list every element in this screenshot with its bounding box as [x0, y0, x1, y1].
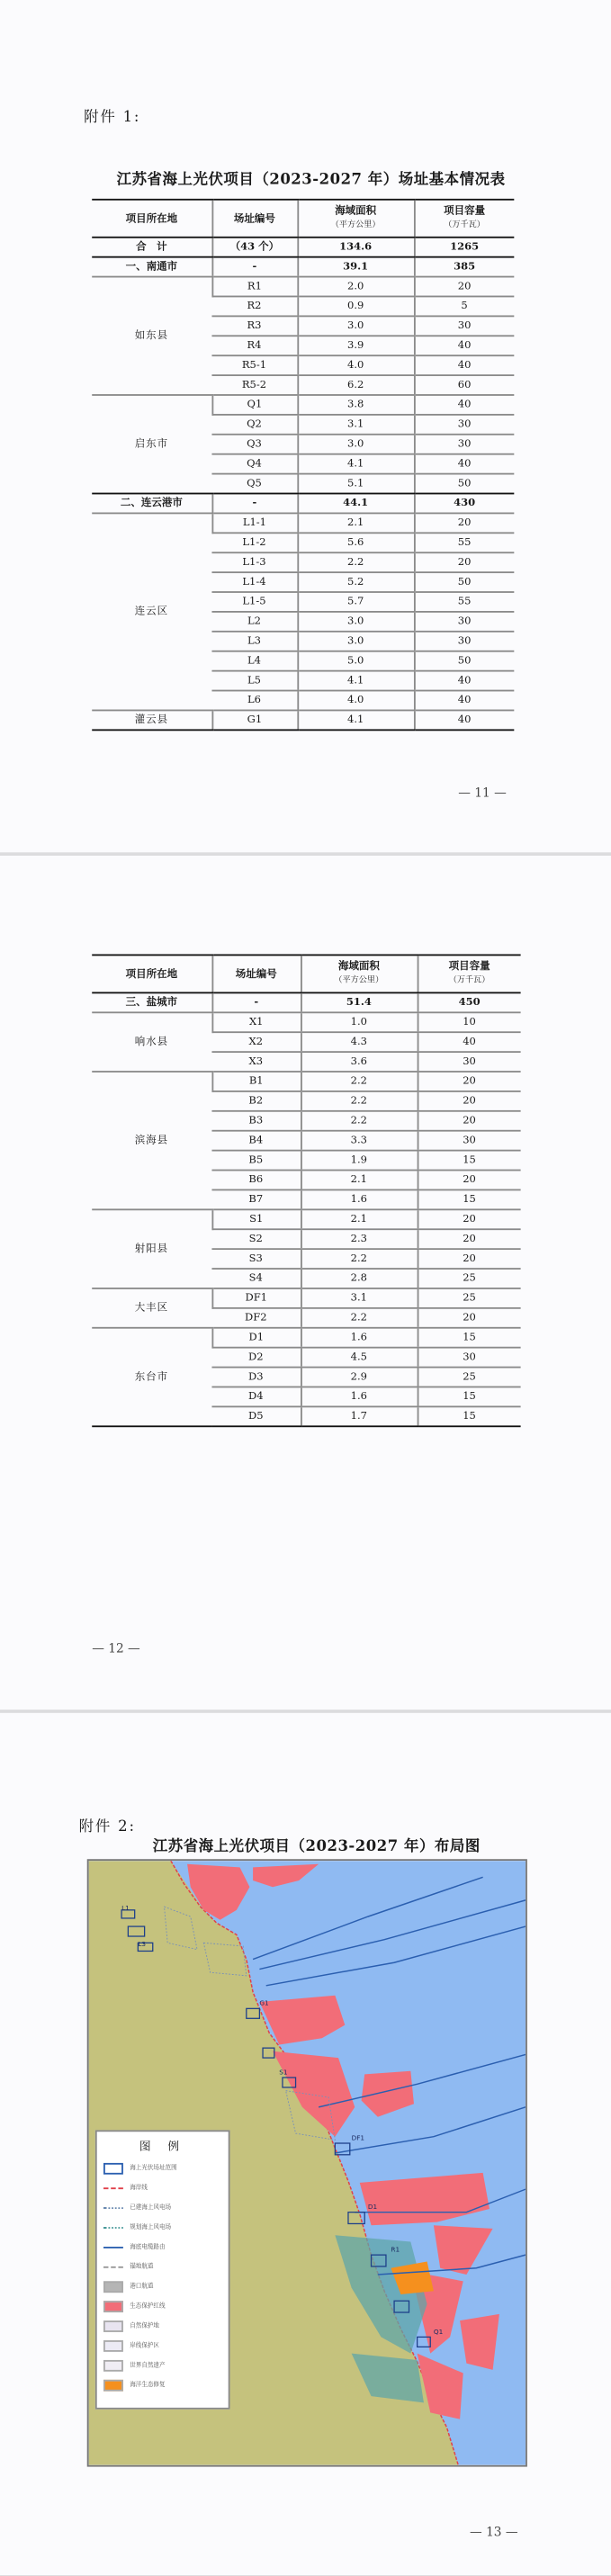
cell-site-id: L5	[211, 671, 297, 691]
cell-area: 2.0	[297, 277, 414, 297]
header-capacity: 项目容量 （万千瓦）	[418, 955, 521, 992]
cell-site-id: R5-2	[211, 375, 297, 395]
header-area: 海域面积 （平方公里）	[301, 955, 418, 992]
cell-capacity: 20	[414, 513, 514, 533]
cell-site-id: B6	[211, 1171, 301, 1190]
cell-site-id: L3	[211, 632, 297, 651]
annex-label: 附件 2:	[78, 1819, 136, 1836]
grey-box-icon	[103, 2280, 123, 2292]
cell-area: 0.9	[297, 296, 414, 316]
cell-capacity: 20	[418, 1072, 521, 1091]
cell-site-id: Q2	[211, 415, 297, 435]
site-label: L3	[138, 1939, 147, 1948]
cell-area: 5.2	[297, 572, 414, 592]
cell-area: 5.0	[297, 651, 414, 671]
cell-area: 1.0	[301, 1012, 418, 1032]
cell-area: 2.9	[301, 1368, 418, 1387]
cell-capacity: 20	[418, 1209, 521, 1229]
cell-area: 3.0	[297, 612, 414, 632]
cell-area: 4.1	[297, 454, 414, 474]
pale-box-icon	[103, 2359, 123, 2371]
cell-location: 滨海县	[92, 1072, 211, 1209]
site-table-part-1	[92, 199, 514, 731]
cell-site-id: L1-3	[211, 552, 297, 572]
legend-item	[97, 2296, 229, 2316]
cell-area: 3.1	[297, 415, 414, 435]
document-page-2	[0, 856, 611, 1710]
cell-area: 4.5	[301, 1348, 418, 1368]
cell-site-id: -	[211, 494, 297, 514]
cell-location: 三、盐城市	[92, 992, 211, 1012]
cell-site-id: Q4	[211, 454, 297, 474]
table-row	[92, 1328, 520, 1348]
cell-area: 6.2	[297, 375, 414, 395]
cell-area: 4.1	[297, 671, 414, 691]
cell-capacity: 40	[414, 710, 514, 730]
site-label: Q1	[433, 2327, 444, 2336]
cell-location: 一、南通市	[92, 257, 211, 277]
blue-outline-box-icon	[103, 2162, 123, 2174]
cell-capacity: 20	[418, 1111, 521, 1131]
cell-capacity: 20	[414, 552, 514, 572]
legend-label: 岸线保护区	[130, 2340, 159, 2348]
legend-item	[97, 2355, 229, 2374]
cell-area: 3.0	[297, 632, 414, 651]
cell-area: 4.0	[297, 691, 414, 711]
cell-capacity: 40	[414, 336, 514, 355]
cell-area: 44.1	[297, 494, 414, 514]
cell-site-id: B7	[211, 1189, 301, 1209]
legend-label: 海上光伏场址范围	[130, 2163, 177, 2171]
cell-capacity: 25	[418, 1269, 521, 1288]
legend-label: 海底电缆路由	[130, 2242, 166, 2249]
table-header-row	[92, 200, 514, 238]
annex-label: 附件 1:	[84, 110, 141, 127]
cell-capacity: 30	[414, 435, 514, 454]
cell-location: 大丰区	[92, 1288, 211, 1328]
cell-capacity: 30	[418, 1052, 521, 1072]
site-label: S1	[279, 2068, 288, 2077]
cell-capacity: 20	[418, 1308, 521, 1328]
cell-capacity: 1265	[414, 238, 514, 257]
legend-label: 世界自然遗产	[130, 2360, 166, 2368]
cell-site-id: R2	[211, 296, 297, 316]
cell-area: 5.6	[297, 533, 414, 552]
cell-site-id: R1	[211, 277, 297, 297]
cell-location: 东台市	[92, 1328, 211, 1427]
legend-item	[97, 2197, 229, 2217]
cell-capacity: 5	[414, 296, 514, 316]
cell-capacity: 10	[418, 1012, 521, 1032]
cell-area: 4.0	[297, 355, 414, 375]
cell-area: 2.1	[301, 1171, 418, 1190]
cell-capacity: 50	[414, 474, 514, 494]
cell-site-id: L1-1	[211, 513, 297, 533]
legend-item	[97, 2237, 229, 2257]
header-location: 项目所在地	[92, 200, 211, 238]
cell-capacity: 30	[414, 415, 514, 435]
cell-site-id: X3	[211, 1052, 301, 1072]
cell-area: 1.7	[301, 1406, 418, 1426]
page-number: — 12 —	[92, 1640, 140, 1656]
cell-site-id: Q1	[211, 395, 297, 415]
cell-site-id: -	[211, 257, 297, 277]
cell-location: 如东县	[92, 277, 211, 395]
cell-capacity: 15	[418, 1387, 521, 1406]
legend-label: 海岸线	[130, 2183, 148, 2191]
cell-capacity: 30	[414, 316, 514, 336]
header-site-id: 场址编号	[211, 200, 297, 238]
cell-area: 3.1	[301, 1288, 418, 1308]
cell-capacity: 450	[418, 992, 521, 1012]
cell-capacity: 55	[414, 592, 514, 612]
header-capacity: 项目容量 （万千瓦）	[414, 200, 514, 238]
blue-line-icon	[103, 2246, 123, 2248]
cell-area: 2.2	[301, 1308, 418, 1328]
cell-area: 2.1	[301, 1209, 418, 1229]
cell-area: 39.1	[297, 257, 414, 277]
cell-capacity: 430	[414, 494, 514, 514]
legend-label: 生态保护红线	[130, 2302, 166, 2309]
legend-item	[97, 2158, 229, 2177]
legend-item	[97, 2374, 229, 2394]
cell-capacity: 40	[414, 691, 514, 711]
site-table-part-2	[92, 954, 520, 1427]
header-area: 海域面积 （平方公里）	[297, 200, 414, 238]
cell-area: 2.2	[301, 1091, 418, 1111]
map-title: 江苏省海上光伏项目（2023-2027 年）布局图	[152, 1839, 481, 1856]
cell-location: 二、连云港市	[92, 494, 211, 514]
cell-site-id: D2	[211, 1348, 301, 1368]
cell-site-id: S3	[211, 1249, 301, 1269]
cell-location: 射阳县	[92, 1209, 211, 1288]
cell-location: 响水县	[92, 1012, 211, 1072]
cell-capacity: 30	[414, 632, 514, 651]
cell-capacity: 50	[414, 651, 514, 671]
cell-capacity: 30	[418, 1348, 521, 1368]
red-dashed-line-icon	[103, 2186, 123, 2188]
cell-site-id: B2	[211, 1091, 301, 1111]
cell-capacity: 20	[418, 1249, 521, 1269]
cell-location: 合 计	[92, 238, 211, 257]
cell-location: 灌云县	[92, 710, 211, 730]
red-fill-icon	[103, 2300, 123, 2311]
site-label: D1	[367, 2202, 378, 2211]
cell-capacity: 385	[414, 257, 514, 277]
cell-area: 3.0	[297, 435, 414, 454]
cell-area: 2.2	[297, 552, 414, 572]
orange-fill-icon	[103, 2379, 123, 2391]
legend-item	[97, 2257, 229, 2276]
cell-area: 3.3	[301, 1131, 418, 1151]
cell-area: 1.6	[301, 1387, 418, 1406]
cell-site-id: D5	[211, 1406, 301, 1426]
cell-capacity: 40	[414, 671, 514, 691]
cell-site-id: B1	[211, 1072, 301, 1091]
cell-site-id: DF1	[211, 1288, 301, 1308]
cell-area: 1.6	[301, 1328, 418, 1348]
table-row	[92, 513, 514, 533]
cell-site-id: S4	[211, 1269, 301, 1288]
page-number: — 11 —	[458, 785, 507, 800]
table-row	[92, 277, 514, 297]
cell-area: 3.6	[301, 1052, 418, 1072]
page-number: — 13 —	[470, 2524, 518, 2539]
cell-capacity: 30	[414, 612, 514, 632]
cell-site-id: G1	[211, 710, 297, 730]
cell-capacity: 40	[418, 1032, 521, 1052]
cell-site-id: L1-5	[211, 592, 297, 612]
table-row	[92, 257, 514, 277]
table-row	[92, 494, 514, 514]
cell-area: 134.6	[297, 238, 414, 257]
site-label: G1	[259, 1998, 269, 2007]
dotted-line-icon	[103, 2206, 123, 2208]
legend-label: 已建海上风电场	[130, 2203, 172, 2210]
cell-site-id: B5	[211, 1151, 301, 1171]
site-label: L1	[121, 1903, 130, 1912]
cell-capacity: 50	[414, 572, 514, 592]
cell-area: 2.3	[301, 1229, 418, 1249]
cell-area: 2.2	[301, 1072, 418, 1091]
table-header-row	[92, 955, 520, 992]
table-row	[92, 992, 520, 1012]
cell-area: 1.6	[301, 1189, 418, 1209]
cell-site-id: （43 个）	[211, 238, 297, 257]
cell-site-id: Q3	[211, 435, 297, 454]
cell-area: 4.3	[301, 1032, 418, 1052]
legend-item	[97, 2336, 229, 2356]
cell-capacity: 60	[414, 375, 514, 395]
cell-capacity: 20	[418, 1229, 521, 1249]
cell-site-id: -	[211, 992, 301, 1012]
legend-item	[97, 2177, 229, 2197]
cell-site-id: Q5	[211, 474, 297, 494]
legend-label: 海洋生态修复	[130, 2380, 166, 2388]
cell-site-id: R4	[211, 336, 297, 355]
cell-area: 5.7	[297, 592, 414, 612]
cell-area: 2.8	[301, 1269, 418, 1288]
dotted-line-icon	[103, 2226, 123, 2228]
cell-capacity: 25	[418, 1368, 521, 1387]
cell-capacity: 25	[418, 1288, 521, 1308]
legend-label: 港口航道	[130, 2282, 154, 2289]
cell-capacity: 15	[418, 1328, 521, 1348]
legend-item	[97, 2276, 229, 2296]
site-label: DF1	[351, 2133, 365, 2142]
cell-site-id: R5-1	[211, 355, 297, 375]
table-title: 江苏省海上光伏项目（2023-2027 年）场址基本情况表	[116, 172, 506, 189]
table-row	[92, 238, 514, 257]
cell-location: 启东市	[92, 395, 211, 494]
cell-site-id: S2	[211, 1229, 301, 1249]
table-row	[92, 1288, 520, 1308]
cell-site-id: L6	[211, 691, 297, 711]
cell-site-id: DF2	[211, 1308, 301, 1328]
document-page-1	[0, 0, 611, 852]
cell-area: 3.9	[297, 336, 414, 355]
cell-area: 4.1	[297, 710, 414, 730]
cell-area: 2.1	[297, 513, 414, 533]
cell-area: 51.4	[301, 992, 418, 1012]
table-row	[92, 395, 514, 415]
cell-capacity: 40	[414, 355, 514, 375]
table-row	[92, 1012, 520, 1032]
table-row	[92, 1072, 520, 1091]
cell-capacity: 15	[418, 1406, 521, 1426]
cell-capacity: 15	[418, 1151, 521, 1171]
cell-area: 3.8	[297, 395, 414, 415]
cell-capacity: 15	[418, 1189, 521, 1209]
legend-item	[97, 2316, 229, 2336]
cell-site-id: L2	[211, 612, 297, 632]
cell-area: 3.0	[297, 316, 414, 336]
cell-capacity: 40	[414, 454, 514, 474]
legend-item	[97, 2217, 229, 2237]
cell-capacity: 20	[418, 1091, 521, 1111]
pale-box-icon	[103, 2339, 123, 2351]
cell-site-id: X1	[211, 1012, 301, 1032]
legend-title: 图 例	[139, 2140, 186, 2153]
cell-site-id: L1-2	[211, 533, 297, 552]
site-label: R1	[391, 2245, 400, 2254]
cell-area: 1.9	[301, 1151, 418, 1171]
cell-area: 5.1	[297, 474, 414, 494]
cell-area: 2.2	[301, 1111, 418, 1131]
cell-site-id: R3	[211, 316, 297, 336]
legend-list	[97, 2158, 229, 2394]
cell-site-id: L4	[211, 651, 297, 671]
cell-site-id: X2	[211, 1032, 301, 1052]
cell-site-id: D4	[211, 1387, 301, 1406]
cell-site-id: B3	[211, 1111, 301, 1131]
cell-capacity: 20	[418, 1171, 521, 1190]
cell-location: 连云区	[92, 513, 211, 710]
header-location: 项目所在地	[92, 955, 211, 992]
legend-label: 规划海上风电场	[130, 2222, 172, 2230]
cell-capacity: 30	[418, 1131, 521, 1151]
table-row	[92, 710, 514, 730]
cell-capacity: 20	[414, 277, 514, 297]
cell-site-id: D1	[211, 1328, 301, 1348]
cell-site-id: D3	[211, 1368, 301, 1387]
dashed-line-icon	[103, 2266, 123, 2267]
legend-label: 锚地航道	[130, 2262, 154, 2269]
cell-site-id: L1-4	[211, 572, 297, 592]
cell-site-id: S1	[211, 1209, 301, 1229]
cell-site-id: B4	[211, 1131, 301, 1151]
cell-capacity: 40	[414, 395, 514, 415]
map-legend	[95, 2130, 230, 2409]
cell-area: 2.2	[301, 1249, 418, 1269]
cell-capacity: 55	[414, 533, 514, 552]
legend-label: 自然保护地	[130, 2321, 159, 2329]
pale-box-icon	[103, 2320, 123, 2331]
layout-map	[87, 1859, 527, 2466]
table-row	[92, 1209, 520, 1229]
header-site-id: 场址编号	[211, 955, 301, 992]
